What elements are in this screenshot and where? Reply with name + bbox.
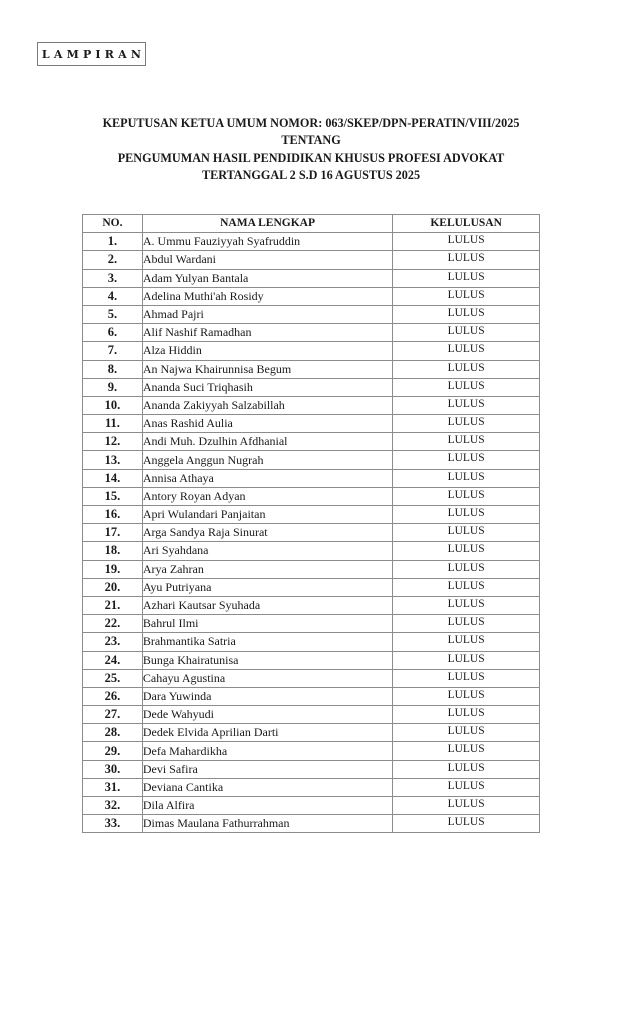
announcement-title-line: PENGUMUMAN HASIL PENDIDIKAN KHUSUS PROFESI ADVOKAT (117, 150, 505, 165)
participant-name: Andi Muh. Dzulhin Afdhanial (142, 433, 392, 451)
table-row (83, 724, 540, 742)
participant-name: Bunga Khairatunisa (142, 651, 392, 669)
participant-name: Dila Alfira (142, 797, 392, 815)
row-number: 15. (83, 487, 143, 505)
row-number: 20. (83, 578, 143, 596)
participant-name: Devi Safira (142, 760, 392, 778)
participant-name: Anas Rashid Aulia (142, 415, 392, 433)
table-row (83, 633, 540, 651)
participant-name: A. Ummu Fauziyyah Syafruddin (142, 233, 392, 251)
participant-name: Apri Wulandari Panjaitan (142, 506, 392, 524)
table-row (83, 396, 540, 414)
row-number: 12. (83, 433, 143, 451)
graduation-status: LULUS (393, 487, 540, 505)
table-row (83, 415, 540, 433)
header-full-name: NAMA LENGKAP (142, 215, 392, 233)
graduation-status: LULUS (393, 724, 540, 742)
row-number: 8. (83, 360, 143, 378)
table-row (83, 815, 540, 833)
graduation-status: LULUS (393, 324, 540, 342)
table-row (83, 506, 540, 524)
row-number: 1. (83, 233, 143, 251)
graduation-status: LULUS (393, 633, 540, 651)
participant-name: Bahrul Ilmi (142, 615, 392, 633)
date-range-line: TERTANGGAL 2 S.D 16 AGUSTUS 2025 (201, 167, 421, 182)
participant-name: Dimas Maulana Fathurrahman (142, 815, 392, 833)
row-number: 10. (83, 396, 143, 414)
participant-name: Abdul Wardani (142, 251, 392, 269)
table-row (83, 251, 540, 269)
row-number: 24. (83, 651, 143, 669)
participant-name: Alza Hiddin (142, 342, 392, 360)
table-row (83, 615, 540, 633)
graduation-status: LULUS (393, 778, 540, 796)
row-number: 32. (83, 797, 143, 815)
row-number: 19. (83, 560, 143, 578)
table-row (83, 233, 540, 251)
table-row (83, 342, 540, 360)
table-row (83, 687, 540, 705)
participant-name: An Najwa Khairunnisa Begum (142, 360, 392, 378)
table-row (83, 560, 540, 578)
graduation-status: LULUS (393, 760, 540, 778)
row-number: 30. (83, 760, 143, 778)
row-number: 22. (83, 615, 143, 633)
table-row (83, 324, 540, 342)
table-row (83, 797, 540, 815)
participant-name: Defa Mahardikha (142, 742, 392, 760)
participant-name: Ananda Suci Triqhasih (142, 378, 392, 396)
graduation-status: LULUS (393, 687, 540, 705)
graduation-status: LULUS (393, 578, 540, 596)
graduation-status: LULUS (393, 269, 540, 287)
table-row (83, 451, 540, 469)
graduation-status: LULUS (393, 706, 540, 724)
table-row (83, 651, 540, 669)
graduation-status: LULUS (393, 415, 540, 433)
table-row (83, 578, 540, 596)
row-number: 18. (83, 542, 143, 560)
graduation-status: LULUS (393, 251, 540, 269)
row-number: 2. (83, 251, 143, 269)
row-number: 5. (83, 305, 143, 323)
graduation-status: LULUS (393, 433, 540, 451)
graduation-status: LULUS (393, 287, 540, 305)
table-body (83, 233, 540, 833)
table-row (83, 524, 540, 542)
document-heading (0, 115, 622, 184)
row-number: 17. (83, 524, 143, 542)
table-row (83, 469, 540, 487)
row-number: 26. (83, 687, 143, 705)
row-number: 27. (83, 706, 143, 724)
graduation-status: LULUS (393, 524, 540, 542)
graduation-status: LULUS (393, 233, 540, 251)
graduation-status: LULUS (393, 815, 540, 833)
graduation-status: LULUS (393, 669, 540, 687)
row-number: 11. (83, 415, 143, 433)
decree-number-line: KEPUTUSAN KETUA UMUM NOMOR: 063/SKEP/DPN-PERATIN/VIII/2025 (102, 116, 520, 130)
graduation-status: LULUS (393, 615, 540, 633)
row-number: 16. (83, 506, 143, 524)
row-number: 31. (83, 778, 143, 796)
table-row (83, 669, 540, 687)
row-number: 6. (83, 324, 143, 342)
graduation-status: LULUS (393, 560, 540, 578)
graduation-status: LULUS (393, 596, 540, 614)
participant-name: Deviana Cantika (142, 778, 392, 796)
table-row (83, 487, 540, 505)
participant-name: Arya Zahran (142, 560, 392, 578)
table-row (83, 378, 540, 396)
table-row (83, 542, 540, 560)
table-row (83, 778, 540, 796)
graduation-status: LULUS (393, 542, 540, 560)
graduation-status: LULUS (393, 451, 540, 469)
graduation-status: LULUS (393, 651, 540, 669)
table-row (83, 287, 540, 305)
participant-name: Ananda Zakiyyah Salzabillah (142, 396, 392, 414)
participant-name: Antory Royan Adyan (142, 487, 392, 505)
participant-name: Azhari Kautsar Syuhada (142, 596, 392, 614)
participant-name: Dara Yuwinda (142, 687, 392, 705)
graduation-status: LULUS (393, 742, 540, 760)
table-row (83, 305, 540, 323)
row-number: 14. (83, 469, 143, 487)
table-row (83, 269, 540, 287)
table-row (83, 360, 540, 378)
row-number: 4. (83, 287, 143, 305)
graduation-status: LULUS (393, 378, 540, 396)
graduation-status: LULUS (393, 506, 540, 524)
participant-name: Cahayu Agustina (142, 669, 392, 687)
participant-name: Arga Sandya Raja Sinurat (142, 524, 392, 542)
graduation-status: LULUS (393, 469, 540, 487)
table-row (83, 760, 540, 778)
header-graduation-status: KELULUSAN (393, 215, 540, 233)
participant-name: Dedek Elvida Aprilian Darti (142, 724, 392, 742)
graduation-results-table (82, 214, 540, 833)
about-line: TENTANG (281, 133, 341, 148)
row-number: 28. (83, 724, 143, 742)
participant-name: Adam Yulyan Bantala (142, 269, 392, 287)
row-number: 23. (83, 633, 143, 651)
participant-name: Ari Syahdana (142, 542, 392, 560)
table-row (83, 433, 540, 451)
participant-name: Dede Wahyudi (142, 706, 392, 724)
row-number: 13. (83, 451, 143, 469)
graduation-status: LULUS (393, 342, 540, 360)
row-number: 3. (83, 269, 143, 287)
attachment-label-box: LAMPIRAN (37, 42, 146, 66)
graduation-status: LULUS (393, 797, 540, 815)
participant-name: Ayu Putriyana (142, 578, 392, 596)
row-number: 21. (83, 596, 143, 614)
table-row (83, 706, 540, 724)
participant-name: Ahmad Pajri (142, 305, 392, 323)
graduation-status: LULUS (393, 396, 540, 414)
header-no: NO. (83, 215, 143, 233)
participant-name: Brahmantika Satria (142, 633, 392, 651)
row-number: 29. (83, 742, 143, 760)
row-number: 33. (83, 815, 143, 833)
row-number: 9. (83, 378, 143, 396)
participant-name: Alif Nashif Ramadhan (142, 324, 392, 342)
table-row (83, 742, 540, 760)
graduation-status: LULUS (393, 360, 540, 378)
participant-name: Anggela Anggun Nugrah (142, 451, 392, 469)
table-header-row (83, 215, 540, 233)
participant-name: Annisa Athaya (142, 469, 392, 487)
participant-name: Adelina Muthi'ah Rosidy (142, 287, 392, 305)
row-number: 25. (83, 669, 143, 687)
table-row (83, 596, 540, 614)
graduation-status: LULUS (393, 305, 540, 323)
row-number: 7. (83, 342, 143, 360)
